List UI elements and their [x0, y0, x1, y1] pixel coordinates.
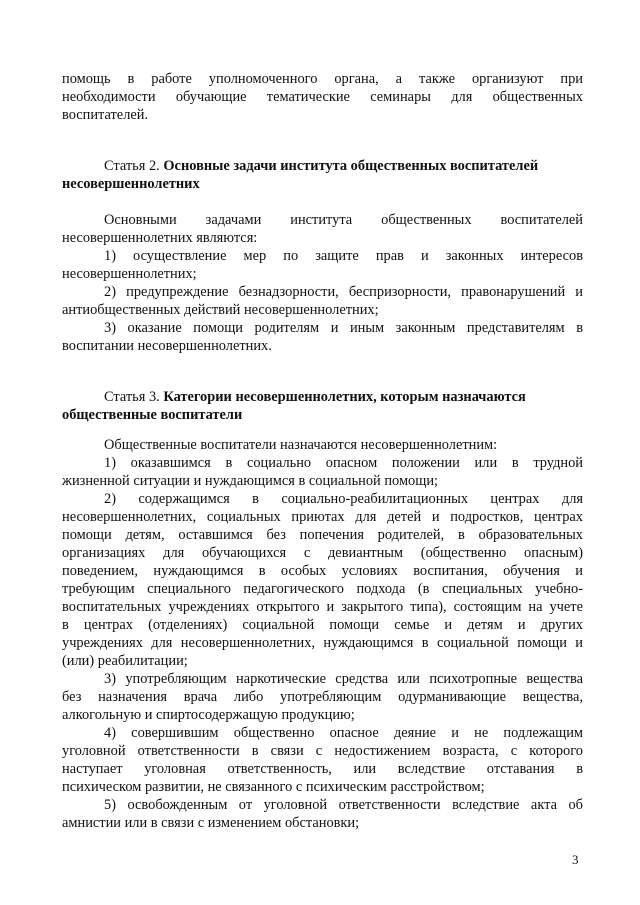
article3-line-19: наступает уголовная ответственность, или вследствие отставания в — [62, 761, 583, 777]
article2-title-line2-row — [62, 175, 583, 193]
article2-line-6: антиобщественных действий несовершеннолетних; — [62, 302, 379, 318]
intro-line-3: воспитателей. — [62, 107, 149, 123]
article2-prefix: Статья 2. — [104, 158, 164, 174]
article3-line-15: без назначения врача либо употребляющим одурманивающие вещества, — [62, 689, 583, 705]
article3-prefix: Статья 3. — [104, 389, 164, 405]
article3-line-9: требующим специального педагогического подхода (в специальных учебно- — [62, 581, 583, 597]
article3-line-2: 1) оказавшимся в социально опасном положении или в трудной — [104, 455, 583, 471]
article3-line-7: организациях для обучающихся с девиантным (общественно опасным) — [62, 545, 583, 561]
article3-line-5: несовершеннолетних, социальных приютах для детей и подростков, центрах — [62, 509, 583, 525]
article3-heading — [104, 388, 584, 406]
article3-line-10: воспитательных учреждениях открытого и закрытого типа), состоящим на учете — [62, 599, 583, 615]
article2-line-5: 2) предупреждение безнадзорности, беспризорности, правонарушений и — [104, 284, 583, 300]
article2-line-1: Основными задачами института общественных воспитателей — [104, 212, 583, 228]
page-number: 3 — [572, 852, 579, 867]
article3-line-17: 4) совершившим общественно опасное деяние и не подлежащим — [104, 725, 583, 741]
article3-line-11: в центрах (отделениях) социальной помощи семье и детям и других — [62, 617, 583, 633]
article3-line-13: (или) реабилитации; — [62, 653, 188, 669]
article2-heading — [104, 157, 584, 175]
article3-line-16: алкогольную и спиртосодержащую продукцию; — [62, 707, 355, 723]
article2-line-7: 3) оказание помощи родителям и иным законным представителям в — [104, 320, 583, 336]
article3-title-line2-row — [62, 406, 583, 424]
article2-line-3: 1) осуществление мер по защите прав и законных интересов — [104, 248, 583, 264]
intro-line-1: помощь в работе уполномоченного органа, а также организуют при — [62, 71, 583, 87]
intro-line-2: необходимости обучающие тематические семинары для общественных — [62, 89, 583, 105]
article3-line-1: Общественные воспитатели назначаются несовершеннолетним: — [104, 437, 498, 453]
article3-line-4: 2) содержащимся в социально-реабилитационных центрах для — [104, 491, 583, 507]
article2-title-line2: несовершеннолетних — [62, 176, 200, 192]
article3-line-18: уголовной ответственности в связи с недостижением возраста, с которого — [62, 743, 583, 759]
article3-line-12: учреждениях для несовершеннолетних, нуждающимся в социальной помощи и — [62, 635, 583, 651]
article3-line-20: психическом развитии, не связанного с психическим расстройством; — [62, 779, 485, 795]
article3-title-line1: Категории несовершеннолетних, которым назначаются — [163, 389, 526, 405]
article2-line-4: несовершеннолетних; — [62, 266, 197, 282]
article3-line-22: амнистии или в связи с изменением обстановки; — [62, 815, 360, 831]
article3-line-21: 5) освобожденным от уголовной ответственности вследствие акта об — [104, 797, 583, 813]
article2-line-8: воспитании несовершеннолетних. — [62, 338, 272, 354]
article3-line-3: жизненной ситуации и нуждающимся в социальной помощи; — [62, 473, 439, 489]
article3-line-8: поведением, нуждающимся в особых условиях воспитания, обучения и — [62, 563, 583, 579]
article2-line-2: несовершеннолетних являются: — [62, 230, 258, 246]
article3-line-6: помощи детям, оставшимся без попечения родителей, в образовательных — [62, 527, 583, 543]
article3-line-14: 3) употребляющим наркотические средства или психотропные вещества — [104, 671, 583, 687]
article2-title-line1: Основные задачи института общественных воспитателей — [163, 158, 539, 174]
article3-title-line2: общественные воспитатели — [62, 407, 243, 423]
